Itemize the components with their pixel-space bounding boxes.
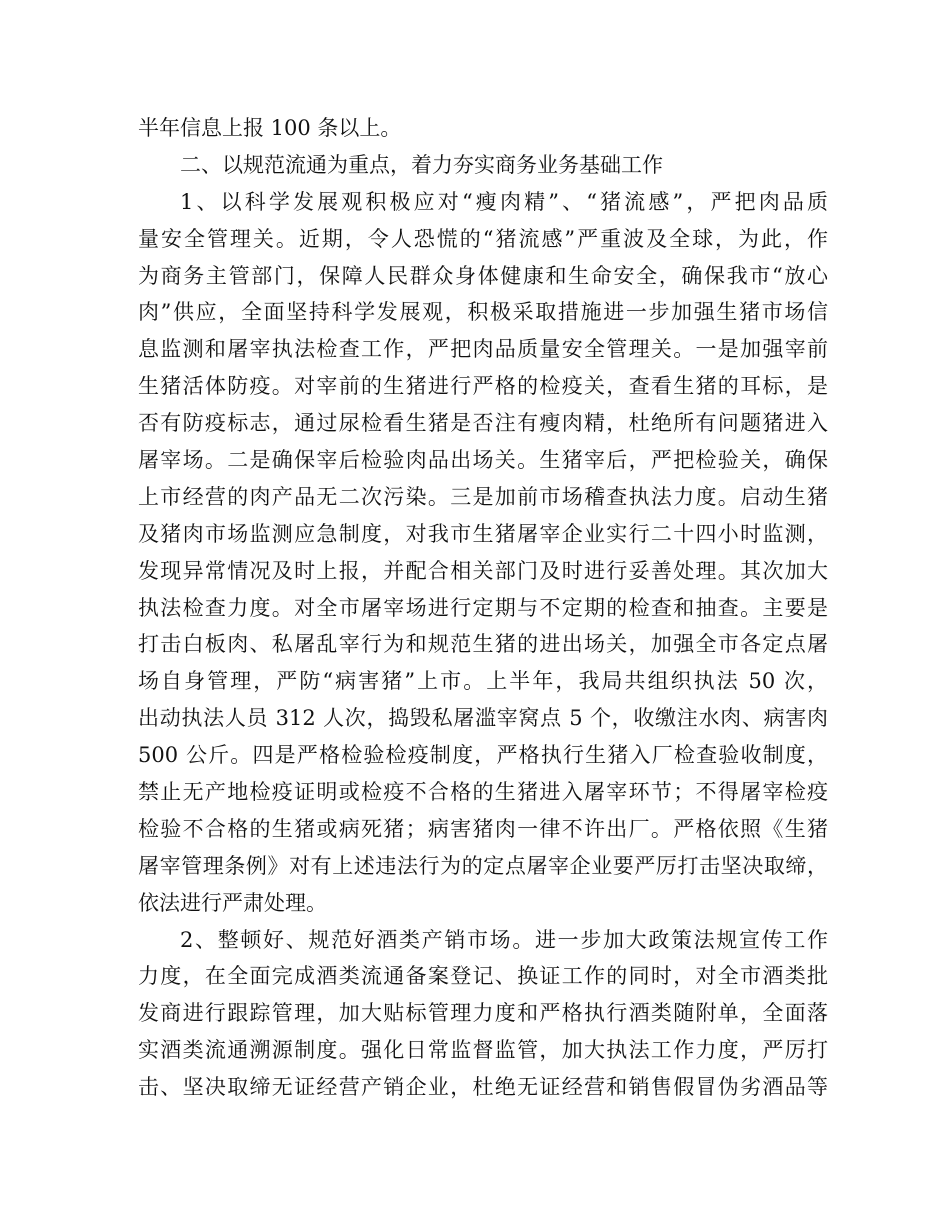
text-line: 击、坚决取缔无证经营产销企业，杜绝无证经营和销售假冒伪劣酒品等 (138, 1075, 828, 1100)
text-line: 出动执法人员 312 人次，捣毁私屠滥宰窝点 5 个，收缴注水肉、病害肉 (138, 706, 828, 731)
document-body (138, 110, 828, 1106)
paragraph-first-line: 1、以科学发展观积极应对“瘦肉精”、“猪流感”，严把肉品质 (180, 189, 828, 214)
text-line: 为商务主管部门，保障人民群众身体健康和生命安全，确保我市“放心 (138, 263, 828, 288)
text-line: 力度，在全面完成酒类流通备案登记、换证工作的同时，对全市酒类批 (138, 964, 828, 989)
text-line: 上市经营的肉产品无二次污染。三是加前市场稽查执法力度。启动生猪 (138, 484, 828, 509)
text-line: 及猪肉市场监测应急制度，对我市生猪屠宰企业实行二十四小时监测， (138, 521, 828, 546)
text-line: 半年信息上报 100 条以上。 (138, 116, 402, 140)
text-line: 500 公斤。四是严格检验检疫制度，严格执行生猪入厂检查验收制度， (138, 743, 828, 768)
section-heading: 二、以规范流通为重点，着力夯实商务业务基础工作 (180, 152, 663, 177)
text-line: 场自身管理，严防“病害猪”上市。上半年，我局共组织执法 50 次， (138, 669, 828, 694)
paragraph-first-line: 2、整顿好、规范好酒类产销市场。进一步加大政策法规宣传工作 (180, 927, 828, 952)
text-line: 打击白板肉、私屠乱宰行为和规范生猪的进出场关，加强全市各定点屠 (138, 632, 828, 657)
text-line: 实酒类流通溯源制度。强化日常监督监管，加大执法工作力度，严厉打 (138, 1038, 828, 1063)
text-line: 肉”供应，全面坚持科学发展观，积极采取措施进一步加强生猪市场信 (138, 300, 828, 325)
paragraph-last-line: 依法进行严肃处理。 (138, 890, 327, 915)
text-line: 执法检查力度。对全市屠宰场进行定期与不定期的检查和抽查。主要是 (138, 595, 828, 620)
text-line: 息监测和屠宰执法检查工作，严把肉品质量安全管理关。一是加强宰前 (138, 337, 828, 362)
text-line: 检验不合格的生猪或病死猪；病害猪肉一律不许出厂。严格依照《生猪 (138, 816, 828, 841)
text-line: 量安全管理关。近期，令人恐慌的“猪流感”严重波及全球，为此，作 (138, 226, 828, 251)
text-line: 屠宰场。二是确保宰后检验肉品出场关。生猪宰后，严把检验关，确保 (138, 448, 828, 473)
text-line: 发现异常情况及时上报，并配合相关部门及时进行妥善处理。其次加大 (138, 558, 828, 583)
text-line: 禁止无产地检疫证明或检疫不合格的生猪进入屠宰环节；不得屠宰检疫 (138, 780, 828, 805)
text-line: 发商进行跟踪管理，加大贴标管理力度和严格执行酒类随附单，全面落 (138, 1001, 828, 1026)
text-line: 生猪活体防疫。对宰前的生猪进行严格的检疫关，查看生猪的耳标，是 (138, 374, 828, 399)
text-line: 屠宰管理条例》对有上述违法行为的定点屠宰企业要严厉打击坚决取缔， (138, 853, 828, 878)
text-line: 否有防疫标志，通过尿检看生猪是否注有瘦肉精，杜绝所有问题猪进入 (138, 411, 828, 436)
